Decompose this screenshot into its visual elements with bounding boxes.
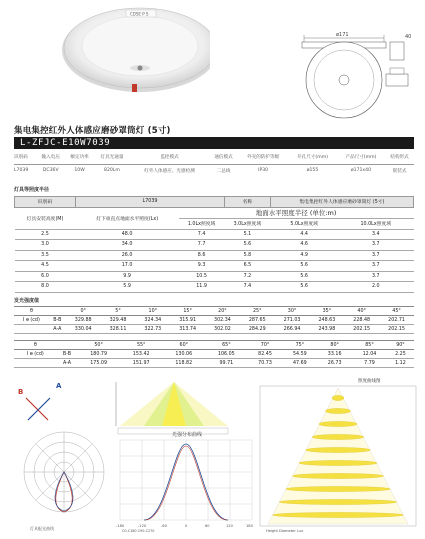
lux-cell: 3.7 [338, 240, 413, 251]
spec-value: 二总线 [216, 168, 231, 174]
cone-ellipse [325, 408, 350, 413]
intensity-cell: 90° [387, 341, 414, 350]
lux-name-label: 名称 [224, 197, 270, 208]
lux-cell: 2.5 [15, 229, 76, 240]
lux-cell: 7.4 [224, 282, 270, 293]
product-image [40, 6, 210, 98]
intensity-aa-row [14, 359, 414, 368]
spec-header: 结构形式 [385, 151, 414, 164]
intensity-cell: 50° [77, 341, 120, 350]
lux-cell: 7.2 [224, 271, 270, 282]
intensity-cell: 30° [275, 307, 310, 316]
dist-tick: 120 [226, 524, 233, 528]
lux-cell: 7.4 [179, 229, 225, 240]
intensity-cell: 33.16 [317, 350, 352, 359]
intensity-cell: 55° [120, 341, 163, 350]
intensity-cell: 175.09 [77, 359, 120, 368]
illuminance-cone-diagram [258, 376, 418, 534]
intensity-cell: 329.48 [101, 316, 136, 325]
intensity-cell: 47.69 [282, 359, 317, 368]
intensity-series-label: A-A [49, 325, 66, 334]
lux-group-row [15, 207, 414, 218]
intensity-cell: 70.73 [248, 359, 283, 368]
intensity-cell: 5° [101, 307, 136, 316]
intensity-cell: 329.88 [66, 316, 101, 325]
intensity-cell: 302.34 [205, 316, 240, 325]
lux-sub-header: 3.0Lx照度域 [224, 218, 270, 229]
cone-ellipse [273, 512, 404, 517]
cone-ellipse [332, 395, 344, 400]
lux-cell: 9.9 [76, 271, 179, 282]
cone-ellipse [292, 473, 383, 478]
lux-rows [15, 229, 414, 292]
cone-ellipse [306, 447, 371, 452]
lux-cell: 17.0 [76, 261, 179, 272]
intensity-cell: 1.12 [387, 359, 414, 368]
lux-cell: 3.5 [15, 250, 76, 261]
intensity-aa-row [14, 325, 414, 334]
intensity-angle-row [14, 341, 414, 350]
dimension-drawings [290, 28, 420, 128]
lux-cell: 8.0 [15, 282, 76, 293]
intensity-cell: 99.71 [205, 359, 248, 368]
spec-value: 红外人体感应、光感检测 [144, 168, 195, 174]
axis-a-label: A [56, 382, 62, 390]
intensity-cell: 324.34 [135, 316, 170, 325]
spec-header: 外壳的防护等级 [238, 151, 288, 164]
lux-sub-header: 5.0Lx照度域 [270, 218, 338, 229]
spec-header: 识别码 [14, 151, 36, 164]
lux-cell: 34.0 [76, 240, 179, 251]
intensity-series-label [57, 341, 78, 350]
intensity-cell: 2.25 [387, 350, 414, 359]
intensity-cell: 26.73 [317, 359, 352, 368]
dist-tick: -180 [116, 524, 125, 528]
intensity-cell: 266.94 [275, 325, 310, 334]
intensity-cell: 151.97 [120, 359, 163, 368]
intensity-cell: 202.71 [379, 316, 414, 325]
lux-cell: 2.0 [338, 282, 413, 293]
spec-value: 10W [74, 168, 85, 174]
cone-ellipse [279, 499, 397, 504]
intensity-row-label: I ɵ (cd) [14, 316, 49, 325]
spec-header: 产品尺寸(mm) [337, 151, 385, 164]
lux-col1-header: 灯具安装高度(M) [15, 207, 76, 229]
distribution-chart [114, 428, 256, 532]
intensity-cell: 20° [205, 307, 240, 316]
cone-title: 照度曲线图 [358, 379, 381, 384]
axis-b-label: B [18, 388, 24, 396]
lux-cell: 4.5 [15, 261, 76, 272]
intensity-cell: 330.04 [66, 325, 101, 334]
spec-header: 输入电压 [36, 151, 65, 164]
lux-cell: 5.8 [224, 250, 270, 261]
lux-id-value: L7039 [76, 197, 225, 208]
intensity-table-2 [14, 340, 414, 368]
spec-value: ø171x40 [350, 168, 371, 174]
diameter-label: ø171 [336, 32, 349, 38]
intensity-cell: 243.98 [309, 325, 344, 334]
lux-cell: 5.1 [224, 229, 270, 240]
intensity-cell: 80° [317, 341, 352, 350]
lux-id-label: 识别码 [15, 197, 76, 208]
lux-row [15, 282, 414, 293]
intensity-cell: 65° [205, 341, 248, 350]
lux-cell: 8.6 [179, 250, 225, 261]
lux-cell: 5.6 [270, 282, 338, 293]
spec-value: L7039 [14, 168, 29, 174]
lux-row [15, 271, 414, 282]
spec-header: 开孔尺寸(mm) [288, 151, 336, 164]
lux-name-value: 集电集控红外人体感应磨砂罩筒灯 (5寸) [270, 197, 413, 208]
lux-sub-header: 10.0Lx照度域 [338, 218, 413, 229]
lux-cell: 3.7 [338, 261, 413, 272]
intensity-series-label [49, 307, 66, 316]
intensity-cell: 322.73 [135, 325, 170, 334]
intensity-cell: 85° [352, 341, 387, 350]
lux-cell: 5.9 [76, 282, 179, 293]
lux-col2-header: 灯下垂直点地面水平照度(Lx) [76, 207, 179, 229]
spec-header: 监控模式 [130, 151, 209, 164]
lux-cell: 48.0 [76, 229, 179, 240]
cone-ellipse [312, 434, 364, 439]
intensity-series-label: A-A [57, 359, 78, 368]
spec-header-row [14, 151, 414, 164]
cone-ellipse [286, 486, 390, 491]
intensity-cell: 60° [162, 341, 205, 350]
spec-header: 额定功率 [65, 151, 94, 164]
cone-footer: Height Diameter Lux [266, 529, 304, 533]
lux-cell: 26.0 [76, 250, 179, 261]
intensity-cell: 315.91 [170, 316, 205, 325]
lux-table [14, 196, 414, 293]
intensity-cell: 82.45 [248, 350, 283, 359]
intensity-cell: 25° [240, 307, 275, 316]
lux-cell: 11.9 [179, 282, 225, 293]
intensity-bb-row [14, 350, 414, 359]
intensity-cell: 228.48 [344, 316, 379, 325]
polar-footer: C0-C180 C90-C270 [122, 529, 155, 532]
polar-diagram [14, 380, 114, 532]
intensity-cell: 202.15 [344, 325, 379, 334]
lux-cell: 3.4 [338, 229, 413, 240]
lux-cell: 6.0 [15, 271, 76, 282]
lux-row [15, 250, 414, 261]
lux-cell: 4.6 [270, 240, 338, 251]
intensity-cell: 0° [66, 307, 101, 316]
spec-value: DC36V [42, 168, 59, 174]
intensity-section-label: 发光强度值 [14, 298, 40, 304]
cone-ellipse [299, 460, 377, 465]
intensity-series-label: B-B [49, 316, 66, 325]
intensity-cell: 202.15 [379, 325, 414, 334]
intensity-row-label: θ [14, 341, 57, 350]
intensity-cell: 15° [170, 307, 205, 316]
intensity-cell: 35° [309, 307, 344, 316]
intensity-series-label: B-B [57, 350, 78, 359]
spec-value: 820Lm [104, 168, 120, 174]
intensity-cell: 284.29 [240, 325, 275, 334]
intensity-cell: 40° [344, 307, 379, 316]
lux-group-header: 地面水平照度半径 (单位:m) [179, 207, 414, 218]
lux-cell: 9.3 [179, 261, 225, 272]
lux-cell: 5.6 [224, 240, 270, 251]
intensity-cell: 45° [379, 307, 414, 316]
intensity-cell: 153.42 [120, 350, 163, 359]
intensity-cell: 54.59 [282, 350, 317, 359]
lux-section-label: 灯具等照度半径 [14, 187, 50, 193]
lux-cell: 6.5 [224, 261, 270, 272]
intensity-cell: 328.11 [101, 325, 136, 334]
intensity-table-1 [14, 306, 414, 334]
intensity-cell: 7.79 [352, 359, 387, 368]
intensity-row-label: I ɵ (cd) [14, 350, 57, 359]
product-title: 集电集控红外人体感应磨砂罩筒灯 (5寸) [14, 126, 171, 136]
intensity-cell: 130.06 [162, 350, 205, 359]
model-bar: L-ZFJC-E10W7039 [14, 137, 414, 149]
lux-row [15, 261, 414, 272]
height-label: 40 [405, 34, 412, 40]
spec-header: 灯具光通量 [94, 151, 130, 164]
lux-cell: 3.7 [338, 271, 413, 282]
intensity-cell: 271.03 [275, 316, 310, 325]
spec-table [14, 151, 414, 177]
product-badge: CDSE P S [130, 11, 149, 17]
polar-caption: 灯具配光曲线 [30, 526, 54, 531]
intensity-cell: 75° [282, 341, 317, 350]
intensity-cell: 12.04 [352, 350, 387, 359]
lux-cell: 3.0 [15, 240, 76, 251]
intensity-cell: 248.63 [309, 316, 344, 325]
lux-cell: 3.7 [338, 250, 413, 261]
dist-tick: -60 [161, 524, 167, 528]
lux-row [15, 229, 414, 240]
spec-value-row [14, 164, 414, 177]
intensity-cell: 287.65 [240, 316, 275, 325]
lux-sub-header: 1.0Lx照度域 [179, 218, 225, 229]
spec-value: ø155 [306, 168, 319, 174]
spec-header: 通信模式 [209, 151, 238, 164]
intensity-cell: 302.02 [205, 325, 240, 334]
lux-cell: 7.7 [179, 240, 225, 251]
intensity-angle-row [14, 307, 414, 316]
lux-cell: 4.9 [270, 250, 338, 261]
cone-ellipse [319, 421, 357, 426]
lux-cell: 5.6 [270, 261, 338, 272]
lux-id-row [15, 197, 414, 208]
intensity-cell: 106.05 [205, 350, 248, 359]
spec-value: 嵌装式 [392, 168, 407, 174]
intensity-bb-row [14, 316, 414, 325]
distribution-title: 光强分布曲线 [172, 432, 203, 438]
intensity-cell: 180.79 [77, 350, 120, 359]
intensity-cell: 70° [248, 341, 283, 350]
intensity-cell: 313.74 [170, 325, 205, 334]
intensity-cell: 118.82 [162, 359, 205, 368]
dist-tick: 0 [185, 524, 188, 528]
intensity-cell: 10° [135, 307, 170, 316]
spec-value: IP30 [258, 168, 269, 174]
lux-cell: 4.4 [270, 229, 338, 240]
lux-cell: 5.6 [270, 271, 338, 282]
dist-tick: 180 [246, 524, 253, 528]
intensity-row-label: θ [14, 307, 49, 316]
dist-tick: 60 [205, 524, 210, 528]
dist-tick: -120 [138, 524, 147, 528]
lux-cell: 10.5 [179, 271, 225, 282]
lux-row [15, 240, 414, 251]
